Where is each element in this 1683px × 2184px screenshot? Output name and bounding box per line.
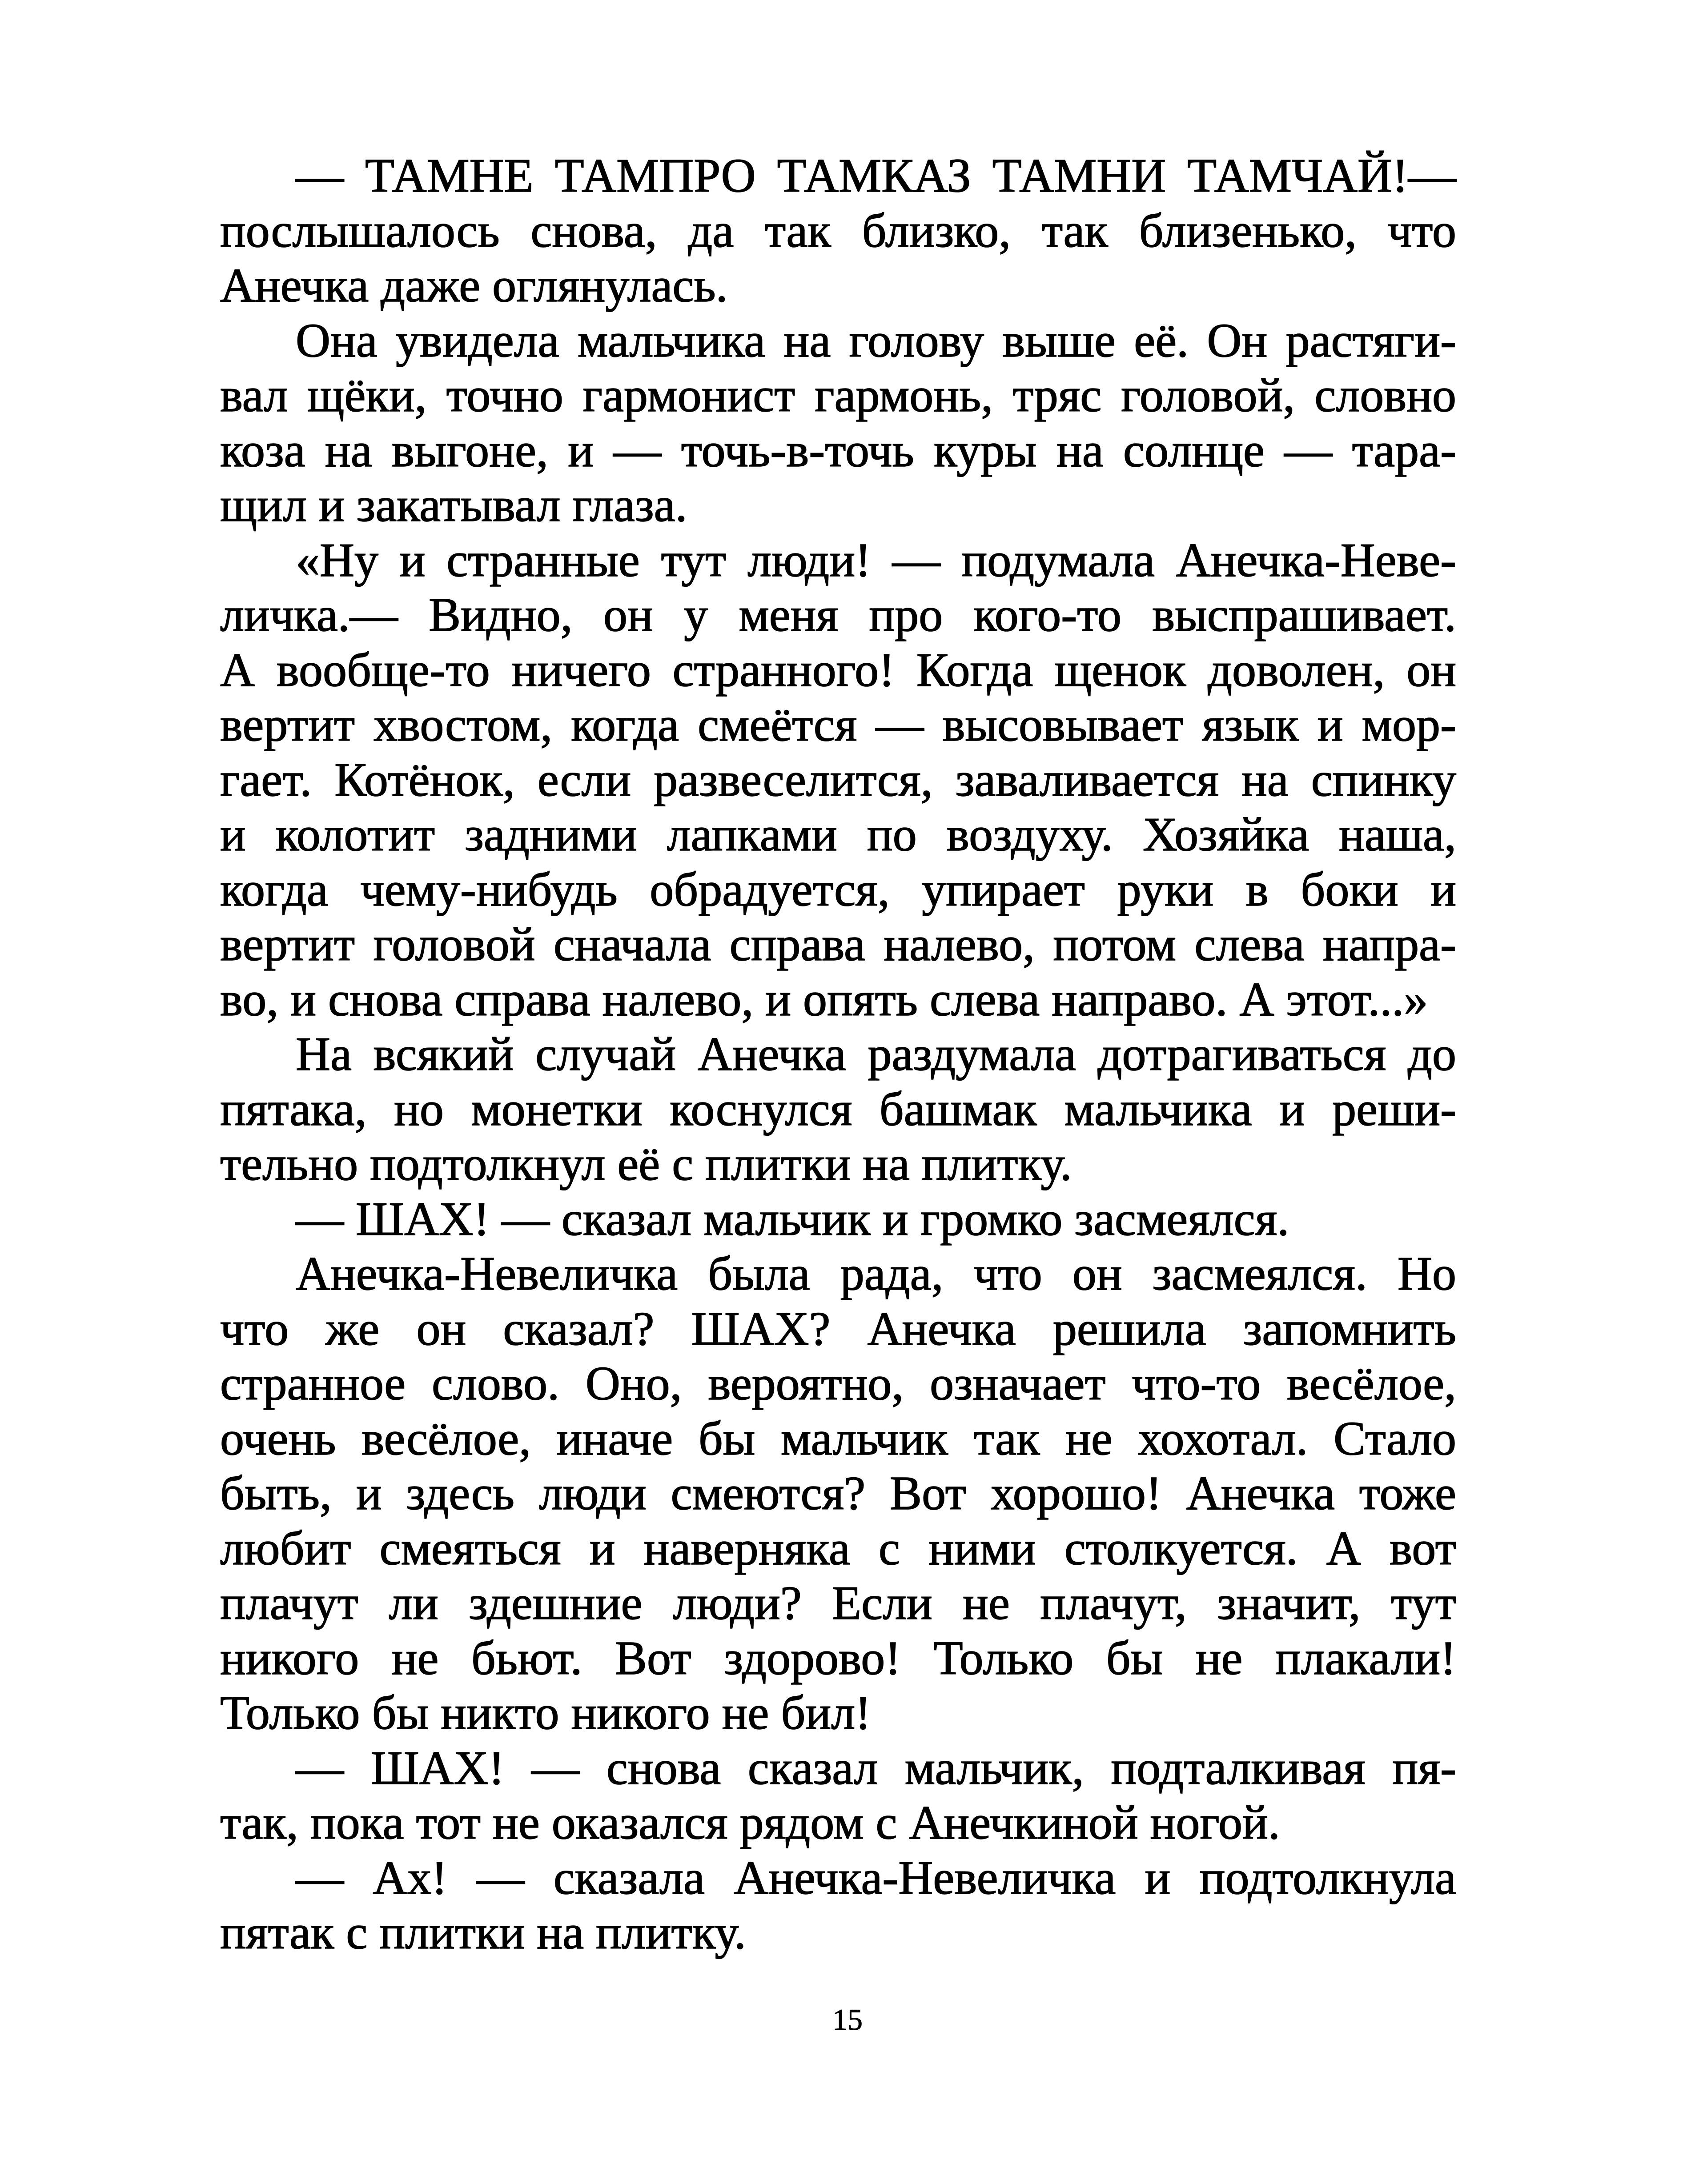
text-line: личка.— Видно, он у меня про кого-то выспрашивает. — [220, 589, 1456, 641]
text-line: — ТАМНЕ ТАМПРО ТАМКАЗ ТАМНИ ТАМЧАЙ!— — [296, 149, 1456, 202]
text-line: — ШАХ! — сказал мальчик и громко засмеялся. — [296, 1192, 1289, 1246]
text-line: тельно подтолкнул её с плитки на плитку. — [220, 1138, 1072, 1190]
body-text — [220, 148, 1456, 1960]
text-line: гает. Котёнок, если развеселится, заваливается на спинку — [220, 753, 1456, 806]
text-line: вертит хвостом, когда смеётся — высовывает язык и мор- — [220, 698, 1456, 751]
text-line: никого не бьют. Вот здорово! Только бы не плакали! — [220, 1631, 1456, 1685]
paragraph — [220, 533, 1456, 1027]
text-line: любит смеяться и наверняка с ними столкуется. А вот — [220, 1522, 1456, 1575]
text-line: «Ну и странные тут люди! — подумала Анечка-Неве- — [296, 533, 1456, 587]
text-line: быть, и здесь люди смеются? Вот хорошо! Анечка тоже — [220, 1467, 1456, 1520]
paragraph — [220, 1192, 1456, 1247]
paragraph — [220, 1027, 1456, 1192]
page-number: 15 — [832, 2003, 863, 2036]
text-line: На всякий случай Анечка раздумала дотрагиваться до — [296, 1028, 1456, 1081]
text-line: пятака, но монетки коснулся башмак мальчика и реши- — [220, 1082, 1456, 1136]
text-line: Анечка-Невеличка была рада, что он засмеялся. Но — [296, 1247, 1456, 1300]
text-line: щил и закатывал глаза. — [220, 479, 687, 532]
paragraph — [220, 1741, 1456, 1851]
text-line: Только бы никто никого не бил! — [220, 1687, 872, 1739]
text-line: что же он сказал? ШАХ? Анечка решила запомнить — [220, 1302, 1456, 1355]
text-line: когда чему-нибудь обрадуется, упирает руки в боки и — [220, 863, 1456, 916]
text-line: странное слово. Оно, вероятно, означает что-то весёлое, — [220, 1357, 1456, 1410]
text-line: вал щёки, точно гармонист гармонь, тряс головой, словно — [220, 369, 1456, 422]
text-line: во, и снова справа налево, и опять слева направо. А этот...» — [220, 973, 1428, 1026]
text-line: — Ах! — сказала Анечка-Невеличка и подтолкнула — [296, 1851, 1456, 1904]
text-line: и колотит задними лапками по воздуху. Хозяйка наша, — [220, 808, 1456, 861]
paragraph — [220, 313, 1456, 533]
text-line: послышалось снова, да так близко, так близенько, что — [220, 204, 1456, 257]
text-line: вертит головой сначала справа налево, потом слева напра- — [220, 918, 1456, 971]
text-line: А вообще-то ничего странного! Когда щенок доволен, он — [220, 643, 1456, 697]
text-line: коза на выгоне, и — точь-в-точь куры на солнце — тара- — [220, 424, 1456, 477]
text-line: Она увидела мальчика на голову выше её. Он растяги- — [296, 314, 1456, 367]
paragraph — [220, 1246, 1456, 1741]
text-line: Анечка даже оглянулась. — [220, 259, 728, 312]
text-line: плачут ли здешние люди? Если не плачут, значит, тут — [220, 1577, 1456, 1630]
paragraph — [220, 1851, 1456, 1960]
text-line: — ШАХ! — снова сказал мальчик, подталкивая пя- — [296, 1741, 1456, 1795]
text-line: пятак с плитки на плитку. — [220, 1906, 746, 1959]
text-line: так, пока тот не оказался рядом с Анечкиной ногой. — [220, 1796, 1280, 1849]
text-line: очень весёлое, иначе бы мальчик так не хохотал. Стало — [220, 1412, 1456, 1465]
paragraph — [220, 148, 1456, 313]
